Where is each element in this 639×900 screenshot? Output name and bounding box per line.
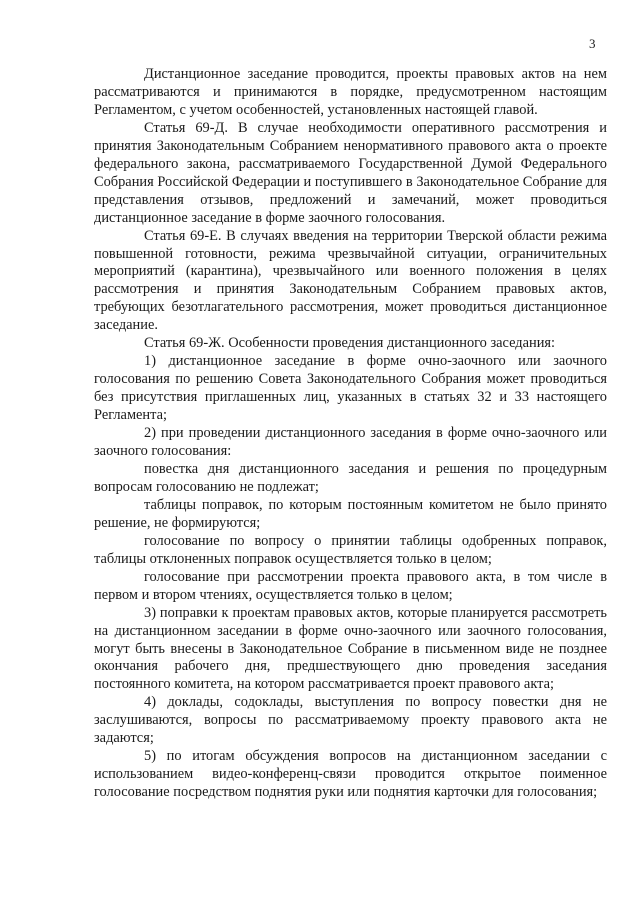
paragraph-item-2-agenda: повестка дня дистанционного заседания и решения по процедурным вопросам голосованию не подлежат; [94,460,607,495]
paragraph-item-2-tables: таблицы поправок, по которым постоянным комитетом не было принято решение, не формируются; [94,496,607,531]
paragraph-intro: Дистанционное заседание проводится, проекты правовых актов на нем рассматриваются и принимаются в порядке, предусмотренном настоящим Регламентом, с учетом особенностей, установленных настоящей главой. [94,66,607,118]
paragraph-item-5: 5) по итогам обсуждения вопросов на дистанционном заседании с использованием видео-конференц-связи проводится открытое поименное голосование посредством поднятия руки или поднятия карточки для голосования; [94,748,607,801]
paragraph-item-2-voting-tables: голосование по вопросу о принятии таблицы одобренных поправок, таблицы отклоненных поправок осуществляется только в целом; [94,532,607,567]
paragraph-article-69e: Статья 69-Е. В случаях введения на территории Тверской области режима повышенной готовности, режима чрезвычайной ситуации, ограничительных мероприятий (карантина), чрезвычайного или военного положения в целях рассмотрения и принятия Законодательным Собранием правовых актов, требующих безотлагательного рассмотрения, может проводиться дистанционное заседание. [94,227,607,334]
paragraph-article-69zh: Статья 69-Ж. Особенности проведения дистанционного заседания: [144,335,556,352]
paragraph-item-3: 3) поправки к проектам правовых актов, которые планируется рассмотреть на дистанционном заседании в форме очно-заочного или заочного голосования, могут быть внесены в Законодательное Собрание в письменном виде не позднее окончания рабочего дня, предшествующего дню проведения заседания постоянного комитета, на котором рассматривается проект правового акта; [94,604,607,693]
document-body [94,66,607,802]
paragraph-item-4: 4) доклады, содоклады, выступления по вопросу повестки дня не заслушиваются, вопросы по рассматриваемому проекту правового акта не задаются; [94,694,607,747]
paragraph-article-69d: Статья 69-Д. В случае необходимости оперативного рассмотрения и принятия Законодательным Собранием ненормативного правового акта о проекте федерального закона, рассматриваемого Государственной Думой Федерального Собрания Российской Федерации и поступившего в Законодательное Собрание для представления отзывов, предложений и замечаний, может проводиться дистанционное заседание в форме заочного голосования. [94,119,607,226]
paragraph-item-1: 1) дистанционное заседание в форме очно-заочного или заочного голосования по решению Совета Законодательного Собрания может проводиться без присутствия приглашенных лиц, указанных в статьях 32 и 33 настоящего Регламента; [94,353,607,424]
paragraph-item-2-voting-draft: голосование при рассмотрении проекта правового акта, в том числе в первом и втором чтениях, осуществляется только в целом; [94,568,607,603]
page-number: 3 [589,36,596,51]
paragraph-item-2: 2) при проведении дистанционного заседания в форме очно-заочного или заочного голосования: [94,425,607,460]
